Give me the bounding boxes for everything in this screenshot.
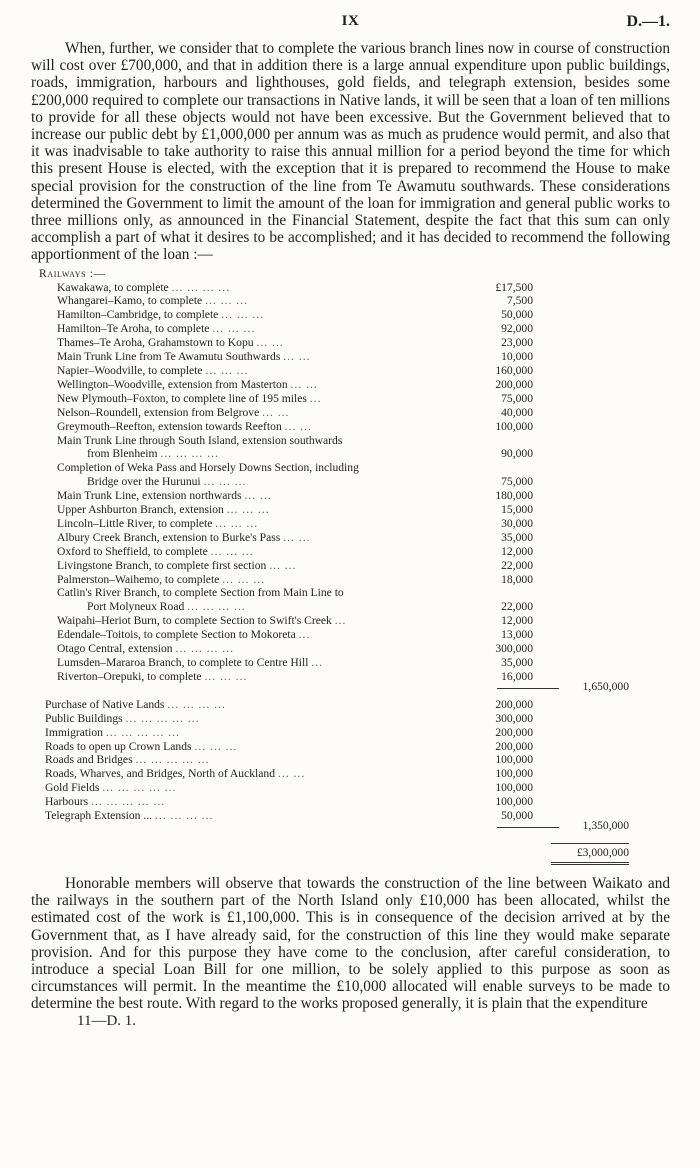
item-amount: 12,000	[501, 544, 533, 558]
item-description-text: Oxford to Sheffield, to complete	[57, 544, 208, 558]
leader-dots: ... ...	[244, 489, 272, 503]
leader-dots: ... ... ...	[205, 363, 249, 377]
item-description	[31, 503, 463, 517]
leader-dots: ... ... ...	[226, 503, 270, 517]
item-description-text: Livingstone Branch, to complete first section	[57, 558, 267, 572]
leader-dots: ... ... ...	[215, 516, 259, 530]
item-description-text: Telegraph Extension ...	[45, 809, 153, 823]
leader-dots: ...	[309, 391, 322, 405]
item-description-text: Main Trunk Line from Te Awamutu Southwards	[57, 350, 281, 364]
item-description-text: Harbours	[45, 795, 89, 809]
item-description-text: Greymouth–Reefton, extension towards Reefton	[57, 419, 282, 433]
item-amount: 100,000	[495, 767, 533, 781]
page-header	[31, 0, 670, 40]
item-description	[31, 614, 463, 628]
item-amount: 100,000	[495, 781, 533, 795]
item-description-text: Edendale–Toitois, to complete Section to Mokoreta	[57, 628, 296, 642]
leader-dots: ... ... ...	[210, 544, 254, 558]
schedule-item	[31, 559, 670, 573]
schedule-item	[31, 698, 670, 712]
item-description: Main Trunk Line through South Island, extension southwards	[57, 433, 343, 447]
subtotal-rule	[497, 827, 559, 837]
leader-dots: ... ...	[256, 336, 284, 350]
item-description-continued	[31, 447, 463, 461]
item-description-text: Upper Ashburton Branch, extension	[57, 503, 224, 517]
item-description	[31, 308, 463, 322]
item-amount: 100,000	[495, 795, 533, 809]
item-amount: 100,000	[495, 419, 533, 433]
schedule-item	[31, 461, 670, 475]
item-description-text: Lumsden–Mararoa Branch, to complete to Centre Hill	[57, 656, 309, 670]
schedule-item-continued	[31, 475, 670, 489]
item-description-text: Gold Fields	[45, 781, 100, 795]
item-description	[31, 781, 463, 795]
item-description	[31, 350, 463, 364]
item-amount: £17,500	[495, 280, 533, 294]
railways-total: 1,650,000	[582, 679, 629, 693]
item-description	[31, 294, 463, 308]
item-description	[31, 545, 463, 559]
item-description-continued	[31, 600, 463, 614]
schedule-item	[31, 406, 670, 420]
item-amount: 50,000	[501, 809, 533, 823]
item-description-text: from Blenheim	[87, 447, 158, 461]
item-amount: 90,000	[501, 447, 533, 461]
item-description-text: Roads and Bridges	[45, 753, 133, 767]
grand-total-row	[31, 843, 670, 865]
item-amount: 200,000	[495, 725, 533, 739]
schedule-item	[31, 489, 670, 503]
item-amount: 7,500	[506, 294, 533, 308]
schedule-item	[31, 503, 670, 517]
schedule-item	[31, 322, 670, 336]
schedule-item	[31, 392, 670, 406]
page-signature: 11—D. 1.	[77, 1012, 137, 1029]
item-description	[31, 795, 463, 809]
item-description	[31, 364, 463, 378]
leader-dots: ... ... ...	[204, 669, 248, 683]
item-description-text: Bridge over the Hurunui	[87, 475, 201, 489]
leader-dots: ... ...	[277, 767, 306, 781]
item-amount: 200,000	[495, 739, 533, 753]
item-description	[31, 753, 463, 767]
item-description-text: Thames–Te Aroha, Grahamstown to Kopu	[57, 336, 254, 350]
leader-dots: ... ... ... ...	[187, 600, 246, 614]
item-description	[31, 531, 463, 545]
item-description	[31, 392, 463, 406]
schedule-item	[31, 753, 670, 767]
item-amount: 100,000	[495, 753, 533, 767]
schedule-item	[31, 294, 670, 308]
leader-dots: ... ... ... ...	[154, 809, 214, 823]
grand-total: £3,000,000	[551, 843, 629, 865]
leader-dots: ...	[334, 614, 347, 628]
schedule-item	[31, 656, 670, 670]
schedule-item-continued	[31, 447, 670, 461]
item-description: Completion of Weka Pass and Horsely Downs Section, including	[57, 461, 359, 475]
item-amount: 200,000	[495, 377, 533, 391]
item-description	[31, 698, 463, 712]
item-description-text: Nelson–Roundell, extension from Belgrove	[57, 405, 260, 419]
schedule-item	[31, 517, 670, 531]
item-description	[31, 573, 463, 587]
item-description-text: Main Trunk Line, extension northwards	[57, 489, 242, 503]
schedule-item	[31, 740, 670, 754]
leader-dots: ... ... ... ... ...	[125, 711, 200, 725]
item-amount: 22,000	[501, 558, 533, 572]
railways-list	[31, 281, 670, 684]
other-subtotal-row	[31, 818, 670, 837]
item-description-text: Waipahi–Heriot Burn, to complete Section to Swift's Creek	[57, 614, 332, 628]
item-amount: 35,000	[501, 530, 533, 544]
closing-paragraph: Honorable members will observe that towards the construction of the line between Waikato and the railways in the southern part of the North Island only £10,000 has been allocated, whilst the estimated cost of the work is £1,100,000. This is in consequence of the decision arrived at by the Government that, as I have already said, for the construction of this line they would make separate provision. And for this purpose they have come to the conclusion, after careful consideration, to introduce a special Loan Bill for one million, to be solely applied to this purpose as soon as circumstances will permit. In the meantime the £10,000 allocated will enable surveys to be made to determine the best route. With regard to the works proposed generally, it is plain that the expenditure	[31, 874, 670, 1013]
leader-dots: ... ...	[290, 377, 318, 391]
leader-dots: ... ... ... ... ...	[91, 795, 166, 809]
railways-heading: Railways :—	[39, 266, 106, 280]
item-description-text: Napier–Woodville, to complete	[57, 363, 203, 377]
leader-dots: ... ...	[262, 405, 290, 419]
schedule-item	[31, 642, 670, 656]
schedule-item	[31, 308, 670, 322]
schedule-item	[31, 614, 670, 628]
schedule-item	[31, 781, 670, 795]
item-description	[31, 628, 463, 642]
item-description-text: Albury Creek Branch, extension to Burke's Pass	[57, 530, 281, 544]
leader-dots: ... ... ...	[212, 322, 256, 336]
item-description-text: New Plymouth–Foxton, to complete line of 195 miles	[57, 391, 307, 405]
item-amount: 300,000	[495, 711, 533, 725]
item-description	[31, 322, 463, 336]
leader-dots: ... ...	[283, 530, 311, 544]
other-works-list	[31, 698, 670, 823]
item-amount: 75,000	[501, 391, 533, 405]
item-description	[31, 281, 463, 295]
schedule-item-continued	[31, 600, 670, 614]
item-description-text: Roads to open up Crown Lands	[45, 739, 192, 753]
item-amount: 12,000	[501, 614, 533, 628]
item-description-text: Immigration	[45, 725, 103, 739]
item-description-text: Roads, Wharves, and Bridges, North of Auckland	[45, 767, 276, 781]
schedule-item	[31, 378, 670, 392]
schedule-item	[31, 712, 670, 726]
item-description-text: Wellington–Woodville, extension from Masterton	[57, 377, 288, 391]
item-description	[31, 809, 463, 823]
item-amount: 30,000	[501, 516, 533, 530]
item-description-text: Purchase of Native Lands	[45, 697, 165, 711]
schedule-item	[31, 336, 670, 350]
schedule-item	[31, 420, 670, 434]
schedule-item	[31, 281, 670, 295]
item-amount: 16,000	[501, 669, 533, 683]
item-amount: 160,000	[495, 363, 533, 377]
item-description	[31, 420, 463, 434]
schedule-item	[31, 586, 670, 600]
item-amount: 13,000	[501, 628, 533, 642]
item-description-continued	[31, 475, 463, 489]
item-description	[31, 378, 463, 392]
item-description-text: Lincoln–Little River, to complete	[57, 516, 213, 530]
subtotal-rule	[497, 688, 559, 698]
leader-dots: ... ... ... ...	[167, 697, 226, 711]
schedule-item	[31, 545, 670, 559]
leader-dots: ... ... ...	[203, 475, 247, 489]
item-description	[31, 740, 463, 754]
schedule-item	[31, 767, 670, 781]
page-number: IX	[341, 13, 360, 29]
item-description	[31, 489, 463, 503]
item-description-text: Riverton–Orepuki, to complete	[57, 669, 202, 683]
leader-dots: ... ... ...	[194, 739, 238, 753]
item-description	[31, 712, 463, 726]
schedule-item	[31, 350, 670, 364]
item-amount: 40,000	[501, 405, 533, 419]
item-amount: 200,000	[495, 697, 533, 711]
intro-paragraph: When, further, we consider that to complete the various branch lines now in course of construction will cost over £700,000, and that in addition there is a large annual expenditure upon public buildings, roads, immigration, harbours and lighthouses, gold fields, and telegraph extension, besides some £200,000 required to complete our transactions in Native lands, it will be seen that a loan of ten millions to provide for all these objects would not have been excessive. But the Government believed that to increase our public debt by £1,000,000 per annum was as much as prudence would permit, and also that it was inadvisable to take authority to raise this annual million for a period beyond the time for which this present House is elected, with the exception that it is prepared to recommend the House to make special provision for the construction of the line from Te Awamutu southwards. These considerations determined the Government to limit the amount of the loan for immigration and general public works to three millions only, as announced in the Financial Statement, despite the fact that this sum can only accomplish a part of what it desires to be accomplished; and it has decided to recommend the following apportionment of the loan :—	[31, 40, 670, 264]
leader-dots: ... ... ... ... ...	[105, 725, 180, 739]
schedule-item	[31, 364, 670, 378]
item-description	[31, 726, 463, 740]
item-description-text: Otago Central, extension	[57, 642, 173, 656]
item-description-text: Palmerston–Waihemo, to complete	[57, 572, 220, 586]
item-amount: 18,000	[501, 572, 533, 586]
item-description: Catlin's River Branch, to complete Section from Main Line to	[57, 586, 344, 600]
other-works-total: 1,350,000	[582, 818, 629, 832]
item-amount: 75,000	[501, 475, 533, 489]
item-description	[31, 767, 463, 781]
leader-dots: ... ... ...	[221, 308, 265, 322]
item-amount: 15,000	[501, 503, 533, 517]
item-description-text: Hamilton–Cambridge, to complete	[57, 308, 219, 322]
item-amount: 50,000	[501, 308, 533, 322]
schedule-item	[31, 628, 670, 642]
item-amount: 35,000	[501, 656, 533, 670]
document-reference: D.—1.	[626, 13, 670, 30]
leader-dots: ... ... ... ... ...	[102, 781, 177, 795]
item-description-text: Whangarei–Kamo, to complete	[57, 294, 203, 308]
schedule-item	[31, 434, 670, 448]
leader-dots: ...	[311, 656, 324, 670]
leader-dots: ... ... ...	[222, 572, 266, 586]
item-description	[31, 656, 463, 670]
item-description	[31, 336, 463, 350]
item-description-text: Kawakawa, to complete	[57, 280, 169, 294]
schedule-item	[31, 726, 670, 740]
leader-dots: ... ...	[284, 419, 312, 433]
item-description-text: Hamilton–Te Aroha, to complete	[57, 322, 210, 336]
item-amount: 180,000	[495, 489, 533, 503]
leader-dots: ... ... ... ...	[160, 447, 219, 461]
schedule-item	[31, 795, 670, 809]
item-description	[31, 517, 463, 531]
leader-dots: ... ... ... ...	[175, 642, 234, 656]
leader-dots: ... ... ...	[205, 294, 248, 308]
item-description	[31, 559, 463, 573]
item-description	[31, 670, 463, 684]
leader-dots: ...	[298, 628, 311, 642]
leader-dots: ... ...	[269, 558, 297, 572]
leader-dots: ... ... ... ... ...	[135, 753, 210, 767]
item-amount: 22,000	[501, 600, 533, 614]
item-description-text: Public Buildings	[45, 711, 123, 725]
item-amount: 10,000	[501, 350, 533, 364]
schedule-item	[31, 531, 670, 545]
item-amount: 92,000	[501, 322, 533, 336]
item-amount: 300,000	[495, 642, 533, 656]
schedule-item	[31, 573, 670, 587]
item-amount: 23,000	[501, 336, 533, 350]
leader-dots: ... ... ... ...	[171, 280, 231, 294]
item-description-text: Port Molyneux Road	[87, 600, 185, 614]
item-description	[31, 642, 463, 656]
railways-subtotal-row	[31, 679, 670, 698]
leader-dots: ... ...	[283, 350, 311, 364]
item-description	[31, 406, 463, 420]
loan-apportionment-schedule	[31, 267, 670, 865]
